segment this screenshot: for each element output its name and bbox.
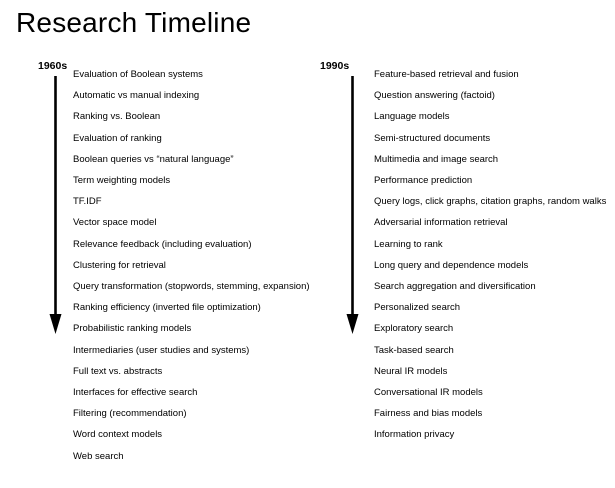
list-item: Semi-structured documents	[374, 132, 491, 144]
list-item: Query logs, click graphs, citation graphs, random walks	[374, 196, 607, 208]
list-item: Personalized search	[374, 302, 461, 314]
list-item: Search aggregation and diversification	[374, 281, 536, 293]
timeline-items-1990s	[374, 64, 615, 446]
list-item: Conversational IR models	[374, 387, 483, 399]
list-item: Language models	[374, 111, 450, 123]
page-title: Research Timeline	[16, 7, 252, 38]
list-item: Ranking vs. Boolean	[73, 111, 161, 123]
list-item: Web search	[73, 450, 124, 462]
timeline-items-1960s	[73, 64, 333, 467]
list-item: Term weighting models	[73, 175, 171, 187]
list-item: Evaluation of ranking	[73, 132, 162, 144]
list-item: Long query and dependence models	[374, 259, 529, 271]
list-item: TF.IDF	[73, 196, 102, 208]
list-item: Boolean queries vs “natural language”	[73, 153, 234, 165]
list-item: Word context models	[73, 429, 163, 441]
list-item: Learning to rank	[374, 238, 443, 250]
list-item: Automatic vs manual indexing	[73, 90, 200, 102]
list-item: Question answering (factoid)	[374, 90, 495, 102]
list-item: Intermediaries (user studies and systems)	[73, 344, 250, 356]
list-item: Vector space model	[73, 217, 157, 229]
list-item: Fairness and bias models	[374, 408, 483, 420]
list-item: Probabilistic ranking models	[73, 323, 192, 335]
list-item: Interfaces for effective search	[73, 387, 198, 399]
list-item: Query transformation (stopwords, stemming, expansion)	[73, 281, 310, 293]
list-item: Filtering (recommendation)	[73, 408, 187, 420]
list-item: Performance prediction	[374, 175, 473, 187]
down-arrow-icon	[49, 76, 62, 341]
list-item: Exploratory search	[374, 323, 454, 335]
list-item: Clustering for retrieval	[73, 259, 166, 271]
list-item: Neural IR models	[374, 365, 448, 377]
list-item: Feature-based retrieval and fusion	[374, 69, 519, 80]
list-item: Adversarial information retrieval	[374, 217, 508, 229]
list-item: Relevance feedback (including evaluation)	[73, 238, 252, 250]
decade-label-1960s: 1960s	[38, 60, 68, 72]
list-item: Full text vs. abstracts	[73, 365, 163, 377]
list-item: Ranking efficiency (inverted file optimization)	[73, 302, 261, 314]
decade-label-1990s: 1990s	[320, 60, 350, 72]
list-item: Information privacy	[374, 429, 455, 441]
list-item: Multimedia and image search	[374, 153, 499, 165]
list-item: Task-based search	[374, 344, 454, 356]
list-item: Evaluation of Boolean systems	[73, 69, 203, 80]
down-arrow-icon	[346, 76, 359, 341]
